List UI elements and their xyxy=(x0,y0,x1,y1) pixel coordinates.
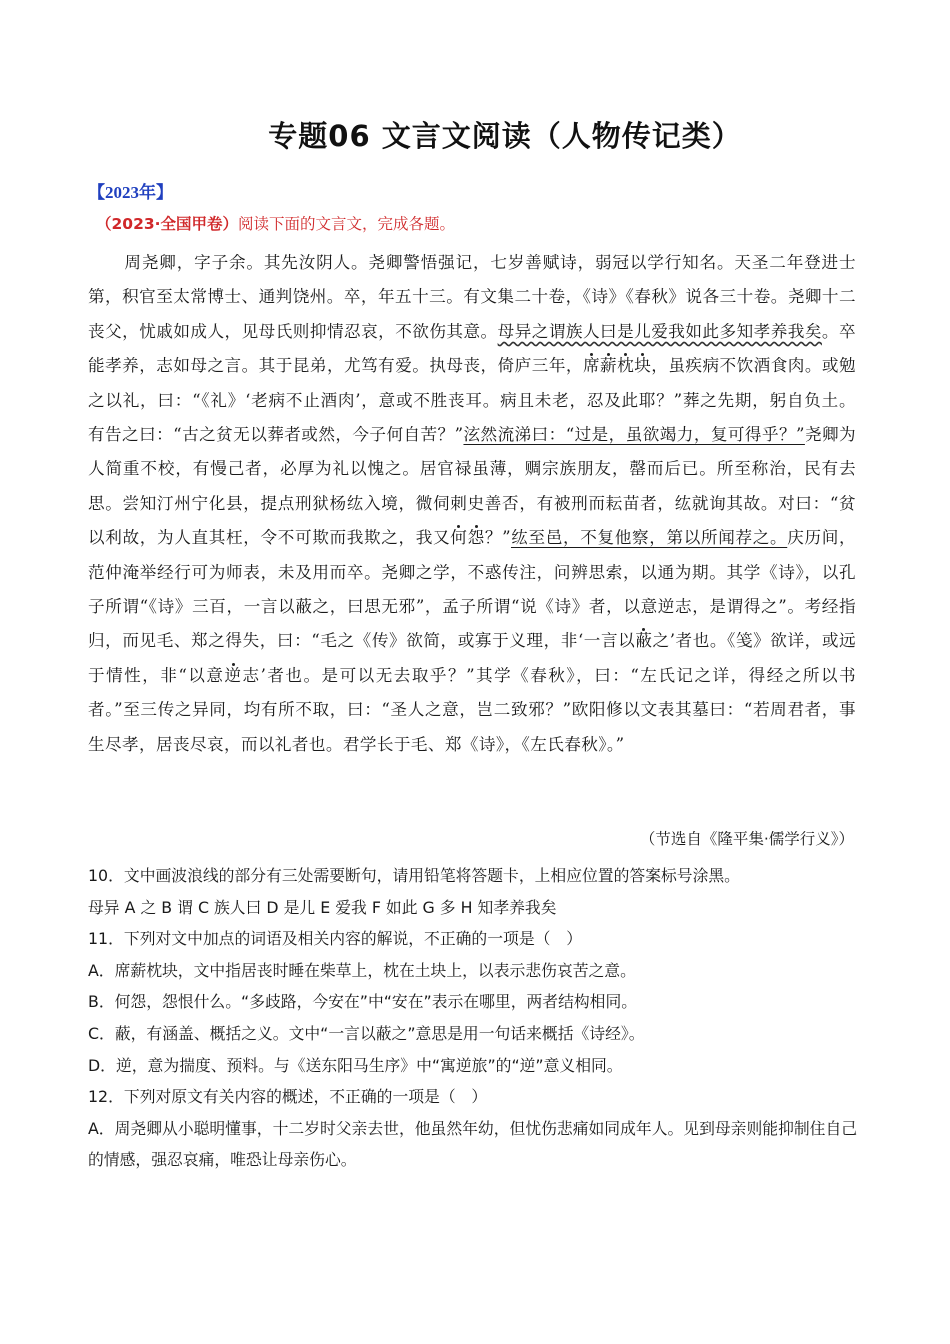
dotted-term xyxy=(635,631,652,650)
question-line: 10．文中画波浪线的部分有三处需要断句，请用铅笔将答题卡，上相应位置的答案标号涂黑。 xyxy=(88,866,740,885)
question-line: 12．下列对原文有关内容的概述，不正确的一项是（ ） xyxy=(88,1087,488,1107)
passage-text: 之’者也。《笺》欲详，或远于情性，非“以意 xyxy=(88,631,856,685)
question-option: A．周尧卿从小聪明懂事，十二岁时父亲去世，他虽然年幼，但忧伤悲痛如同成年人。见到母亲则能抑制住自己的情感，强忍哀痛，唯恐让母亲伤心。 xyxy=(88,1118,858,1170)
underlined-sentence: 纮至邑，不复他察，第以所闻荐之。 xyxy=(510,528,788,548)
dotted-char: 怨 xyxy=(467,528,485,548)
dotted-char: 蔽 xyxy=(635,631,653,651)
source-line xyxy=(96,212,455,234)
passage-text: 尧卿为人简重不校，有慢己者，必厚为礼以愧之。居官禄虽薄，赒宗族朋友，罄而后已。所至称治，民有去思。尝知汀州宁化县，提点刑狱杨纮入境，微伺刺史善否，有被刑而耘苗者，纮就询其故。对曰：“贫以利故，为人直其枉，令不可欺而我欺之，我又 xyxy=(88,425,856,548)
question-line: 母异 A 之 B 谓 C 族人曰 D 是儿 E 爱我 F 如此 G 多 H 知孝养我矣 xyxy=(88,897,557,917)
wavy-underlined-text: 母异之谓族人曰是儿爱我如此多知孝养我矣 xyxy=(497,321,822,341)
page-title: 专题06 文言文阅读（人物传记类） xyxy=(268,119,742,153)
question-option: B．何怨，怨恨什么。“多歧路，今安在”中“安在”表示在哪里，两者结构相同。 xyxy=(88,992,638,1012)
dotted-char: 席 xyxy=(582,356,601,376)
dotted-char: 逆 xyxy=(224,665,243,685)
passage-text: 。卒能孝养，志如母之言。其于昆弟，尤笃有爱。执母丧，倚庐三年， xyxy=(88,321,856,376)
question-option: A．席薪枕块，文中指居丧时睡在柴草上，枕在土块上，以表示悲伤哀苦之意。 xyxy=(88,960,636,980)
dotted-char: 何 xyxy=(450,528,468,548)
passage-text: 周尧卿，字子余。其先汝阴人。尧卿警悟强记，七岁善赋诗，弱冠以学行知名。天圣二年登进士第，积官至太常博士、通判饶州。卒，年五十三。有文集二十卷，《诗》《春秋》说各三十卷。尧卿十二丧父，忧戚如成人，见母氏则抑情忍哀，不欲伤其意。 xyxy=(88,253,856,341)
dotted-char: 块 xyxy=(634,356,652,376)
underlined-sentence: 泫然流涕曰：“过是，虽欲竭力，复可得乎？” xyxy=(463,425,805,445)
dotted-term xyxy=(224,666,242,685)
reading-instruction: 阅读下面的文言文，完成各题。 xyxy=(238,215,456,233)
passage-text: ？” xyxy=(484,528,511,548)
classical-passage xyxy=(88,246,856,762)
passage-text: 庆历间，范仲淹举经行可为师表，未及用而卒。尧卿之学，不惑传注，问辨思索，以通为期。其学《诗》，以孔子所谓“《诗》三百，一言以蔽之，曰思无邪”，孟子所谓“说《诗》者，以意逆志，是谓得之”。考经指归，而见毛、郑之得失，曰：“毛之《传》欲简，或寡于义理，非‘一言以 xyxy=(88,528,857,651)
year-tag: 【2023年】 xyxy=(88,183,173,202)
question-option: D．逆，意为揣度、预料。与《送东阳马生序》中“寓逆旅”的“逆”意义相同。 xyxy=(88,1055,623,1075)
question-line: 11．下列对文中加点的词语及相关内容的解说，不正确的一项是（ ） xyxy=(88,929,583,949)
citation: （节选自《隆平集·儒学行义》） xyxy=(639,830,854,848)
dotted-term xyxy=(583,356,651,375)
dotted-char: 薪 xyxy=(600,356,618,376)
dotted-term xyxy=(450,528,485,547)
exam-source: （2023·全国甲卷） xyxy=(96,215,239,233)
dotted-char: 枕 xyxy=(617,356,635,376)
question-option: C．蔽，有涵盖、概括之义。文中“一言以蔽之”意思是用一句话来概括《诗经》。 xyxy=(88,1023,645,1043)
passage-text: ，虽疾病不饮酒食肉。或勉之以礼，曰：“《礼》‘老病不止酒肉’，意或不胜丧耳。病且未老，忍及此耶？”葬之先期，躬自负土。有告之曰：“古之贫无以葬者或然，今子何自苦？” xyxy=(88,356,856,445)
passage-text: 志’者也。是可以无去取乎？”其学《春秋》，曰：“左氏记之详，得经之所以书者。”至三传之异同，均有所不取，曰：“圣人之意，岂二致邪？”欧阳修以文表其墓曰：“若周君者，事生尽孝，居丧尽哀，而以礼者也。君学长于毛、郑《诗》，《左氏春秋》。” xyxy=(88,665,857,754)
question-list xyxy=(88,860,868,1176)
